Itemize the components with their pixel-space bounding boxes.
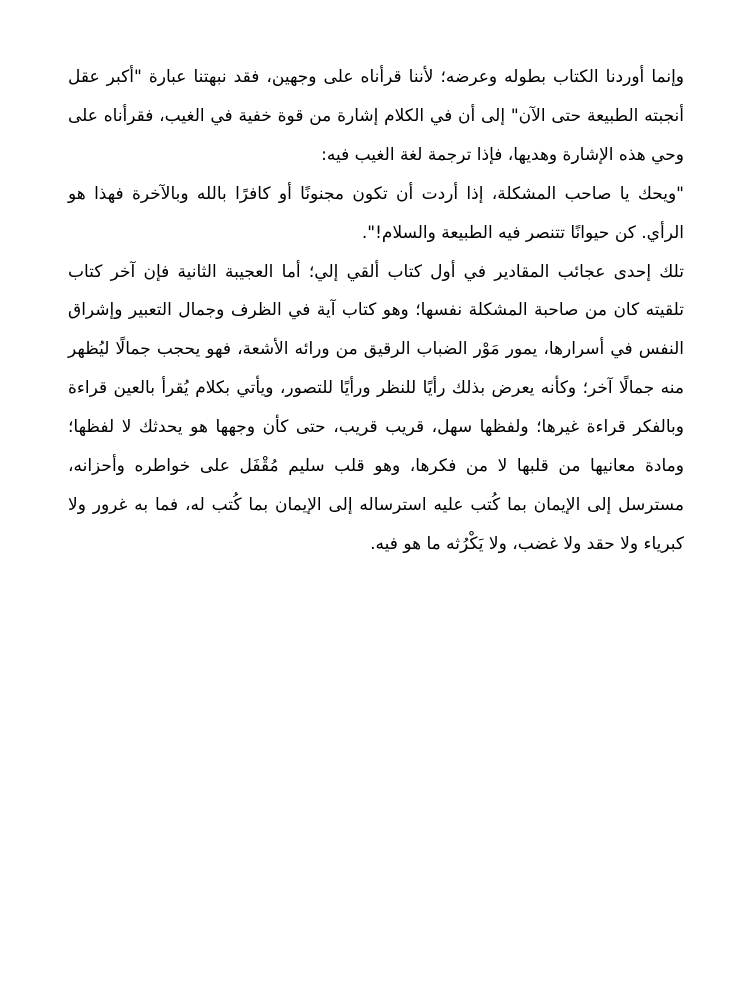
- paragraph-1: وإنما أوردنا الكتاب بطوله وعرضه؛ لأننا قرأناه على وجهين، فقد نبهتنا عبارة "أكبر عقل أنجبته الطبيعة حتى الآن" إلى أن في الكلام إشارة من قوة خفية في الغيب، فقرأناه على وحي هذه الإشارة وهديها، فإذا ترجمة لغة الغيب فيه:: [68, 67, 684, 165]
- body-text: [68, 58, 684, 564]
- paragraph-3: تلك إحدى عجائب المقادير في أول كتاب ألقي إلي؛ أما العجيبة الثانية فإن آخر كتاب تلقيته كان من صاحبة المشكلة نفسها؛ وهو كتاب آية في الظرف وجمال التعبير وإشراق النفس في أسرارها، يمور مَوْر الضباب الرقيق من ورائه الأشعة، فهو يحجب جمالًا ليُظهر منه جمالًا آخر؛ وكأنه يعرض بذلك رأيًا للنظر ورأيًا للتصور، ويأتي بكلام يُقرأ بالعين قراءة وبالفكر قراءة غيرها؛ ولفظها سهل، قريب قريب، حتى كأن وجهها هو يحدثك لا لفظها؛ ومادة معانيها من قلبها لا من فكرها، وهو قلب سليم مُقْفَل على خواطره وأحزانه، مسترسل إلى الإيمان بما كُتب عليه استرساله إلى الإيمان بما كُتب له، فما به غرور ولا كبرياء ولا حقد ولا غضب، ولا يَكْرُثه ما هو فيه.: [68, 261, 684, 554]
- paragraph-2-quote: "ويحك يا صاحب المشكلة، إذا أردت أن تكون مجنونًا أو كافرًا بالله وبالآخرة فهذا هو الرأي. كن حيوانًا تتنصر فيه الطبيعة والسلام!".: [68, 183, 684, 243]
